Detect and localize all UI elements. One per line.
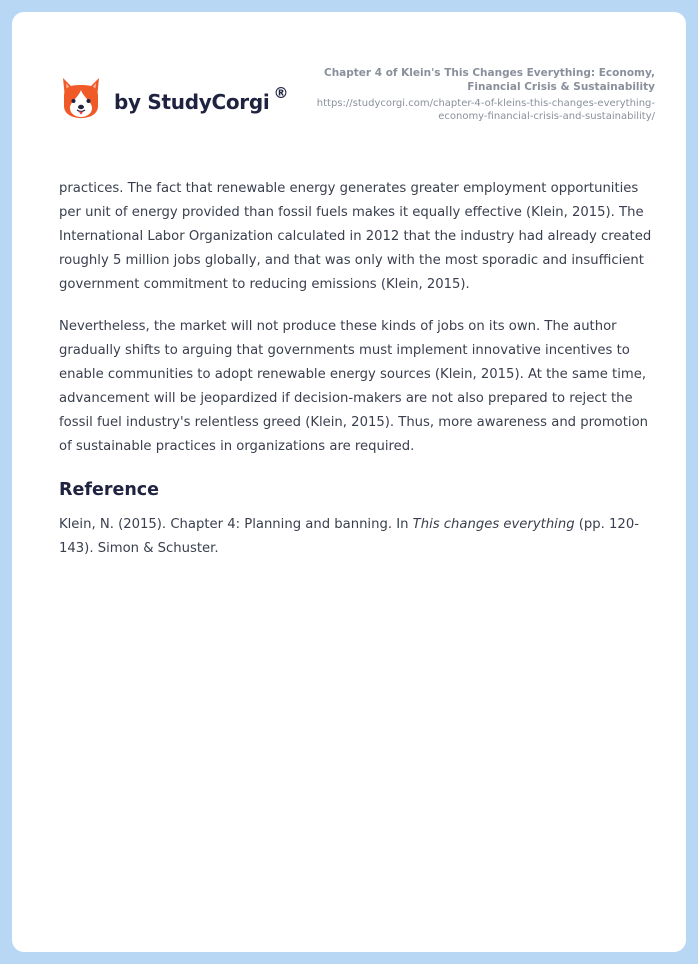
document-body xyxy=(59,177,653,561)
document-title: Chapter 4 of Klein's This Changes Everything: Economy, Financial Crisis & Sustainability xyxy=(324,67,655,93)
studycorgi-logo[interactable] xyxy=(60,76,288,122)
registered-mark: ® xyxy=(273,84,289,102)
brand-name: by StudyCorgi ® xyxy=(114,84,289,114)
body-paragraph: practices. The fact that renewable energy generates greater employment opportunities per unit of energy provided than fossil fuels makes it equally effective (Klein, 2015). The International Labor Organization calculated in 2012 that the industry had already created roughly 5 million jobs globally, and that was only with the most sporadic and insufficient government commitment to reducing emissions (Klein, 2015). xyxy=(59,181,652,292)
reference-entry: Klein, N. (2015). Chapter 4: Planning and banning. In This changes everything (pp. 120-143). Simon & Schuster. xyxy=(59,517,639,556)
corgi-logo-icon xyxy=(60,76,102,122)
reference-heading: Reference xyxy=(59,480,160,500)
body-paragraph: Nevertheless, the market will not produce these kinds of jobs on its own. The author gradually shifts to arguing that governments must implement innovative incentives to enable communities to adopt renewable energy sources (Klein, 2015). At the same time, advancement will be jeopardized if decision-makers are not also prepared to reject the fossil fuel industry's relentless greed (Klein, 2015). Thus, more awareness and promotion of sustainable practices in organizations are required. xyxy=(59,319,648,454)
reference-book-title: This changes everything xyxy=(412,517,575,532)
document-meta xyxy=(295,66,655,123)
document-url[interactable]: https://studycorgi.com/chapter-4-of-kleins-this-changes-everything-economy-financial-crisis-and-sustainability/ xyxy=(316,98,655,122)
page-header xyxy=(12,12,686,162)
document-page xyxy=(12,12,686,952)
